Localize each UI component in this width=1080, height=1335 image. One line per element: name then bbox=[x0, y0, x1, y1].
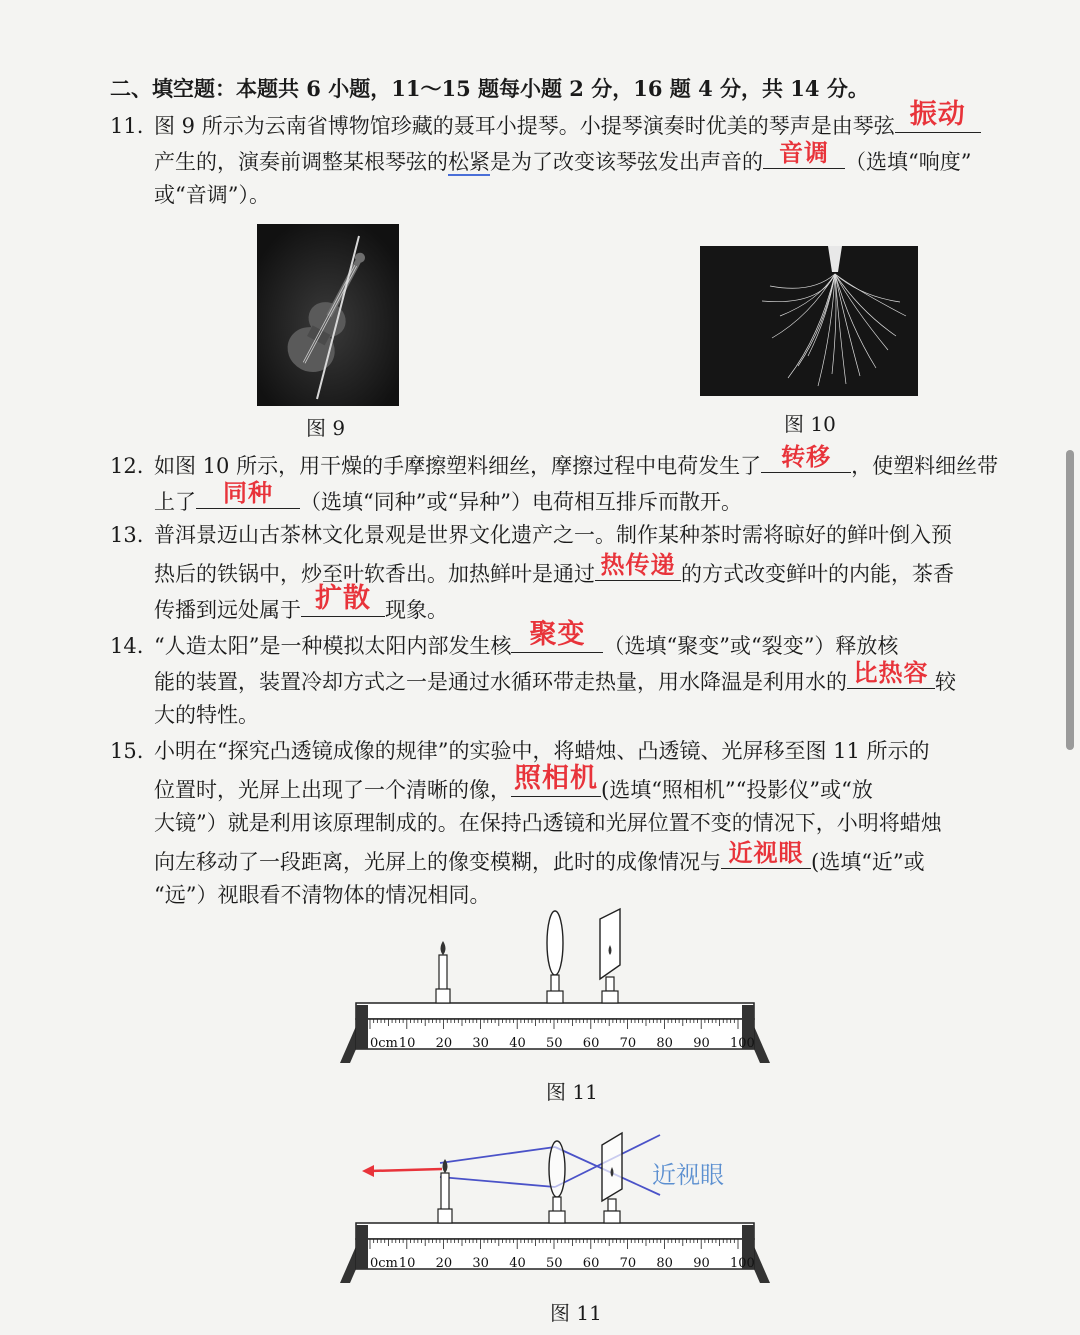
question-14-line-3: 大的特性。 bbox=[154, 703, 259, 727]
bench-left-end bbox=[356, 1005, 368, 1049]
ruler-label: 0cm bbox=[370, 1256, 398, 1271]
ruler-label: 60 bbox=[582, 1256, 600, 1271]
q15-blank-1[interactable] bbox=[511, 763, 601, 797]
q14-blank-2[interactable] bbox=[847, 659, 935, 689]
answer-text: 比热容 bbox=[853, 659, 929, 687]
q11-blank-1[interactable] bbox=[895, 99, 981, 133]
candle bbox=[436, 941, 450, 1003]
ruler-label: 40 bbox=[509, 1036, 526, 1051]
violin-image bbox=[257, 224, 399, 406]
question-12-line-1 bbox=[110, 443, 999, 481]
q15-blank-2[interactable] bbox=[721, 839, 811, 869]
question-number: 15. bbox=[110, 739, 144, 763]
figure-11-optical-bench bbox=[330, 905, 780, 1075]
bench-rail-top bbox=[356, 1223, 754, 1239]
figure-9-caption: 图 9 bbox=[306, 416, 346, 440]
answer-text: 同种 bbox=[223, 479, 273, 507]
question-14-line-1 bbox=[110, 619, 899, 661]
answer-text: 近视眼 bbox=[728, 839, 804, 867]
ruler-label: 100 bbox=[730, 1256, 755, 1271]
question-number: 11. bbox=[110, 114, 144, 138]
q11-underlined-word: 松紧 bbox=[448, 150, 490, 174]
q11-text-2d: （选填“响度” bbox=[845, 150, 972, 174]
q15-text-4b: (选填“近”或 bbox=[811, 850, 925, 874]
section-title: 二、填空题：本题共 6 小题，11～15 题每小题 2 分，16 题 4 分，共 14 分。 bbox=[110, 76, 869, 101]
question-11-line-1 bbox=[110, 99, 981, 141]
q14-blank-1[interactable] bbox=[511, 619, 603, 653]
ruler-label: 100 bbox=[730, 1036, 755, 1051]
red-arrow-head bbox=[362, 1165, 374, 1177]
q12-text-1b: ，使塑料细丝带 bbox=[851, 454, 999, 478]
answer-text: 音调 bbox=[779, 139, 829, 167]
q15-text-2b: (选填“照相机”“投影仪”或“放 bbox=[601, 778, 873, 802]
ruler-label: 20 bbox=[435, 1036, 453, 1051]
q13-blank-1[interactable] bbox=[595, 551, 681, 581]
q11-text-1: 图 9 所示为云南省博物馆珍藏的聂耳小提琴。小提琴演奏时优美的琴声是由琴弦 bbox=[154, 114, 895, 138]
ruler-label: 70 bbox=[619, 1256, 637, 1271]
figure-11b-caption: 图 11 bbox=[550, 1301, 602, 1325]
bench-left-end bbox=[356, 1225, 368, 1269]
question-13-line-1 bbox=[110, 520, 952, 550]
q13-text-2b: 的方式改变鲜叶的内能，茶香 bbox=[681, 562, 954, 586]
question-11-line-2 bbox=[154, 139, 972, 177]
ruler-label: 0cm bbox=[370, 1036, 398, 1051]
question-11-line-3: 或“音调”）。 bbox=[154, 183, 270, 207]
figure-11-caption: 图 11 bbox=[546, 1080, 598, 1104]
question-13-line-2 bbox=[154, 551, 954, 589]
convex-lens bbox=[547, 911, 563, 1003]
ruler-label: 80 bbox=[656, 1036, 673, 1051]
ruler-label: 20 bbox=[435, 1256, 453, 1271]
ruler-label: 80 bbox=[656, 1256, 673, 1271]
q12-text-1a: 如图 10 所示，用干燥的手摩擦塑料细丝，摩擦过程中电荷发生了 bbox=[154, 454, 762, 478]
light-screen bbox=[600, 909, 620, 1003]
fiber-image bbox=[700, 246, 918, 396]
q12-blank-2[interactable] bbox=[196, 479, 300, 509]
ruler-label: 30 bbox=[472, 1256, 489, 1271]
q13-text-3a: 传播到远处属于 bbox=[154, 598, 301, 622]
answer-text: 照相机 bbox=[514, 763, 598, 794]
figure-10-caption: 图 10 bbox=[784, 412, 836, 436]
ruler-label: 50 bbox=[546, 1256, 563, 1271]
scrollbar-thumb[interactable] bbox=[1066, 450, 1074, 750]
ruler-label: 60 bbox=[582, 1036, 600, 1051]
question-12-line-2 bbox=[154, 479, 742, 517]
q14-text-2a: 能的装置，装置冷却方式之一是通过水循环带走热量，用水降温是利用水的 bbox=[154, 670, 847, 694]
question-14-line-2 bbox=[154, 659, 956, 697]
question-15-line-1 bbox=[110, 736, 930, 766]
figure-11-myopia-diagram bbox=[330, 1125, 780, 1295]
answer-text: 振动 bbox=[909, 99, 966, 130]
question-15-line-3: 大镜”）就是利用该原理制成的。在保持凸透镜和光屏位置不变的情况下，小明将蜡烛 bbox=[154, 811, 942, 835]
q11-text-2c: 是为了改变该琴弦发出声音的 bbox=[490, 150, 763, 174]
q13-blank-2[interactable] bbox=[301, 583, 385, 617]
q11-text-2a: 产生的，演奏前调整某根琴弦的 bbox=[154, 150, 448, 174]
question-number: 14. bbox=[110, 634, 144, 658]
question-15-line-5: “远”）视眼看不清物体的情况相同。 bbox=[154, 883, 491, 907]
q13-text-1: 普洱景迈山古茶林文化景观是世界文化遗产之一。制作某种茶时需将晾好的鲜叶倒入预 bbox=[154, 523, 952, 547]
q12-text-2b: （选填“同种”或“异种”）电荷相互排斥而散开。 bbox=[300, 490, 742, 514]
q14-text-1a: “人造太阳”是一种模拟太阳内部发生核 bbox=[154, 634, 512, 658]
figure-10-plastic-fiber-photo bbox=[700, 246, 918, 396]
q13-text-2a: 热后的铁锅中，炒至叶软香出。加热鲜叶是通过 bbox=[154, 562, 595, 586]
question-15-line-4 bbox=[154, 839, 925, 877]
q12-blank-1[interactable] bbox=[761, 443, 851, 473]
q14-text-1b: （选填“聚变”或“裂变”）释放核 bbox=[603, 634, 899, 658]
ruler-label: 40 bbox=[509, 1256, 526, 1271]
ruler-label: 50 bbox=[546, 1036, 563, 1051]
answer-text: 扩散 bbox=[315, 583, 371, 614]
q15-text-4a: 向左移动了一段距离，光屏上的像变模糊，此时的成像情况与 bbox=[154, 850, 721, 874]
ruler-label: 10 bbox=[398, 1036, 416, 1051]
q11-blank-2[interactable] bbox=[763, 139, 845, 169]
myopia-label: 近视眼 bbox=[652, 1161, 724, 1189]
ruler-label: 70 bbox=[619, 1036, 637, 1051]
convex-lens bbox=[549, 1141, 565, 1223]
question-13-line-3 bbox=[154, 583, 448, 625]
ruler-label: 30 bbox=[472, 1036, 489, 1051]
answer-text: 热传递 bbox=[600, 551, 676, 579]
answer-text: 转移 bbox=[781, 443, 832, 471]
ruler-label: 90 bbox=[693, 1256, 710, 1271]
question-15-line-2 bbox=[154, 763, 873, 805]
red-arrow-shaft bbox=[370, 1169, 442, 1171]
answer-text: 聚变 bbox=[529, 619, 586, 650]
q13-text-3b: 现象。 bbox=[385, 598, 448, 622]
q15-text-2a: 位置时，光屏上出现了一个清晰的像， bbox=[154, 778, 511, 802]
question-number: 12. bbox=[110, 454, 144, 478]
q12-text-2a: 上了 bbox=[154, 490, 196, 514]
light-screen bbox=[602, 1133, 622, 1223]
q15-text-1: 小明在“探究凸透镜成像的规律”的实验中，将蜡烛、凸透镜、光屏移至图 11 所示的 bbox=[154, 739, 930, 763]
ruler-label: 10 bbox=[398, 1256, 416, 1271]
ruler-label: 90 bbox=[693, 1036, 710, 1051]
question-number: 13. bbox=[110, 523, 144, 547]
q14-text-2b: 较 bbox=[935, 670, 956, 694]
figure-9-violin-photo bbox=[257, 224, 399, 406]
bench-rail-top bbox=[356, 1003, 754, 1019]
